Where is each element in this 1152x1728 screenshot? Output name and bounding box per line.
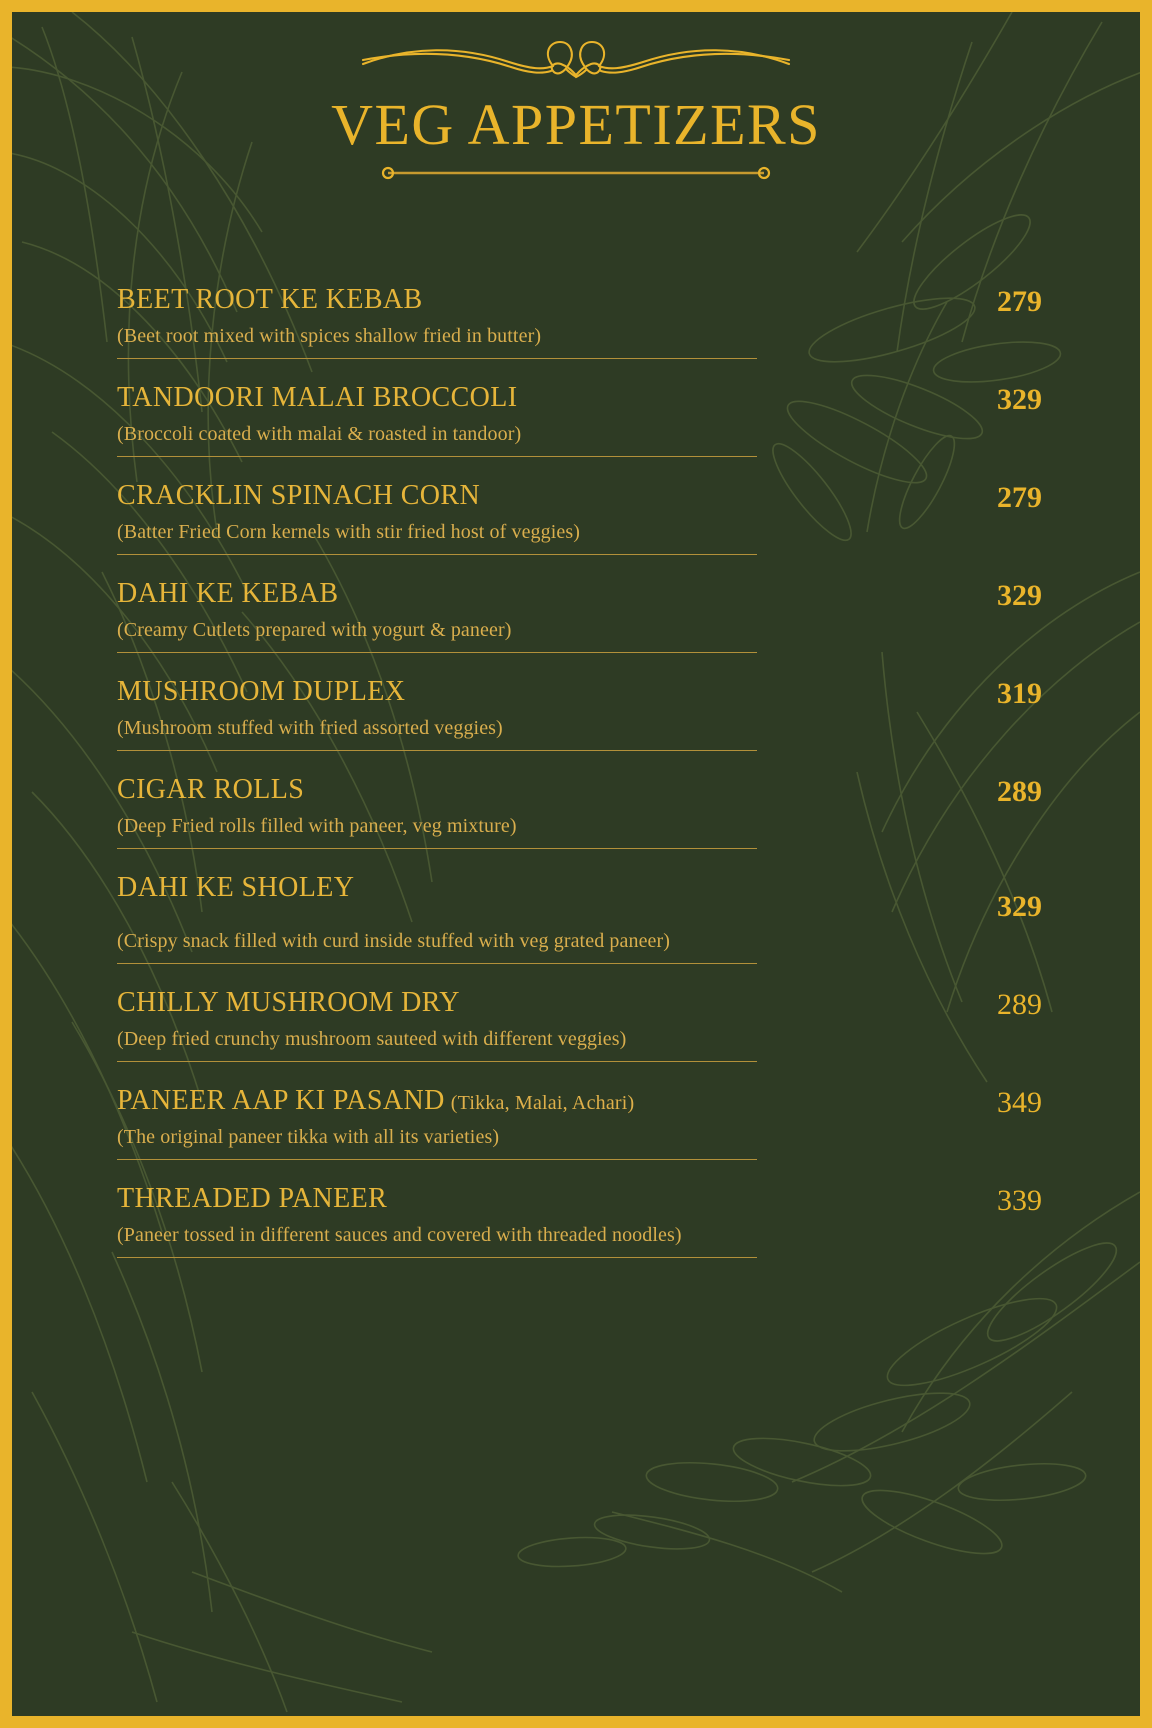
menu-item: [117, 774, 1042, 849]
menu-item: [117, 1085, 1042, 1160]
menu-item-heading-row: [117, 578, 1042, 612]
menu-item-description: (Crispy snack filled with curd inside stuffed with veg grated paneer): [117, 930, 671, 952]
menu-item-description: (Deep Fried rolls filled with paneer, veg mixture): [117, 815, 517, 837]
menu-item-variant: (Tikka, Malai, Achari): [450, 1092, 635, 1114]
menu-item-separator: [117, 1159, 757, 1160]
menu-item-name: [117, 987, 460, 1019]
menu-item-price: 349: [997, 1086, 1042, 1119]
menu-header: [12, 12, 1140, 180]
menu-item-name-text: CIGAR ROLLS: [117, 774, 305, 805]
menu-item-description: (Creamy Cutlets prepared with yogurt & paneer): [117, 619, 512, 641]
menu-item-name: [117, 1085, 634, 1117]
menu-item-heading-row: [117, 872, 1042, 923]
menu-item: [117, 676, 1042, 751]
menu-item-separator: [117, 848, 757, 849]
menu-item-description: (The original paneer tikka with all its varieties): [117, 1126, 500, 1148]
menu-item: [117, 382, 1042, 457]
menu-item-name-text: CRACKLIN SPINACH CORN: [117, 480, 481, 511]
menu-item-description: (Beet root mixed with spices shallow fried in butter): [117, 325, 542, 347]
menu-item: [117, 480, 1042, 555]
title-underline-rule: [380, 166, 772, 180]
menu-item-name-text: CHILLY MUSHROOM DRY: [117, 987, 460, 1018]
menu-item-price: 279: [997, 481, 1042, 514]
menu-item-price: 339: [997, 1184, 1042, 1217]
menu-item-heading-row: [117, 774, 1042, 808]
menu-item-heading-row: [117, 1085, 1042, 1119]
page-title: VEG APPETIZERS: [331, 92, 821, 157]
menu-item-price: 279: [997, 285, 1042, 318]
menu-item-description: (Batter Fried Corn kernels with stir fried host of veggies): [117, 521, 581, 543]
menu-item-separator: [117, 1257, 757, 1258]
menu-item-description: (Deep fried crunchy mushroom sauteed with different veggies): [117, 1028, 627, 1050]
menu-item-name: [117, 578, 338, 610]
menu-item-name-text: TANDOORI MALAI BROCCOLI: [117, 382, 518, 413]
menu-item-separator: [117, 963, 757, 964]
menu-item-separator: [117, 358, 757, 359]
menu-item-description: (Paneer tossed in different sauces and covered with threaded noodles): [117, 1224, 682, 1246]
menu-item-price: 329: [997, 579, 1042, 612]
menu-item: [117, 872, 1042, 964]
menu-item: [117, 987, 1042, 1062]
menu-item-name-text: PANEER AAP KI PASAND: [117, 1085, 445, 1116]
menu-content-panel: [12, 12, 1140, 1716]
menu-item: [117, 284, 1042, 359]
menu-item-heading-row: [117, 1183, 1042, 1217]
menu-item-name-text: DAHI KE SHOLEY: [117, 872, 355, 903]
menu-item-price: 289: [997, 775, 1042, 808]
menu-item-price: 329: [997, 383, 1042, 416]
menu-item-price: 319: [997, 677, 1042, 710]
menu-item-name: [117, 872, 354, 904]
menu-item-heading-row: [117, 987, 1042, 1021]
flourish-ornament-icon: [361, 36, 791, 84]
menu-item: [117, 1183, 1042, 1258]
menu-item-name: [117, 676, 405, 708]
menu-item-name-text: MUSHROOM DUPLEX: [117, 676, 406, 707]
menu-item-description: (Mushroom stuffed with fried assorted veggies): [117, 717, 503, 739]
menu-item-description: (Broccoli coated with malai & roasted in tandoor): [117, 423, 522, 445]
menu-item-separator: [117, 652, 757, 653]
menu-item: [117, 578, 1042, 653]
menu-item-list: [12, 284, 1140, 1258]
menu-item-separator: [117, 456, 757, 457]
menu-item-heading-row: [117, 676, 1042, 710]
menu-item-name: [117, 1183, 387, 1215]
menu-item-heading-row: [117, 480, 1042, 514]
menu-item-heading-row: [117, 284, 1042, 318]
menu-item-heading-row: [117, 382, 1042, 416]
menu-item-separator: [117, 554, 757, 555]
menu-item-name: [117, 774, 304, 806]
menu-item-price: 289: [997, 988, 1042, 1021]
menu-item-name-text: DAHI KE KEBAB: [117, 578, 339, 609]
menu-item-price: 329: [997, 890, 1042, 923]
menu-item-name: [117, 382, 518, 414]
menu-item-name-text: THREADED PANEER: [117, 1183, 388, 1214]
menu-item-name: [117, 284, 423, 316]
menu-item-separator: [117, 750, 757, 751]
menu-item-separator: [117, 1061, 757, 1062]
menu-item-name: [117, 480, 480, 512]
menu-item-name-text: BEET ROOT KE KEBAB: [117, 284, 423, 315]
